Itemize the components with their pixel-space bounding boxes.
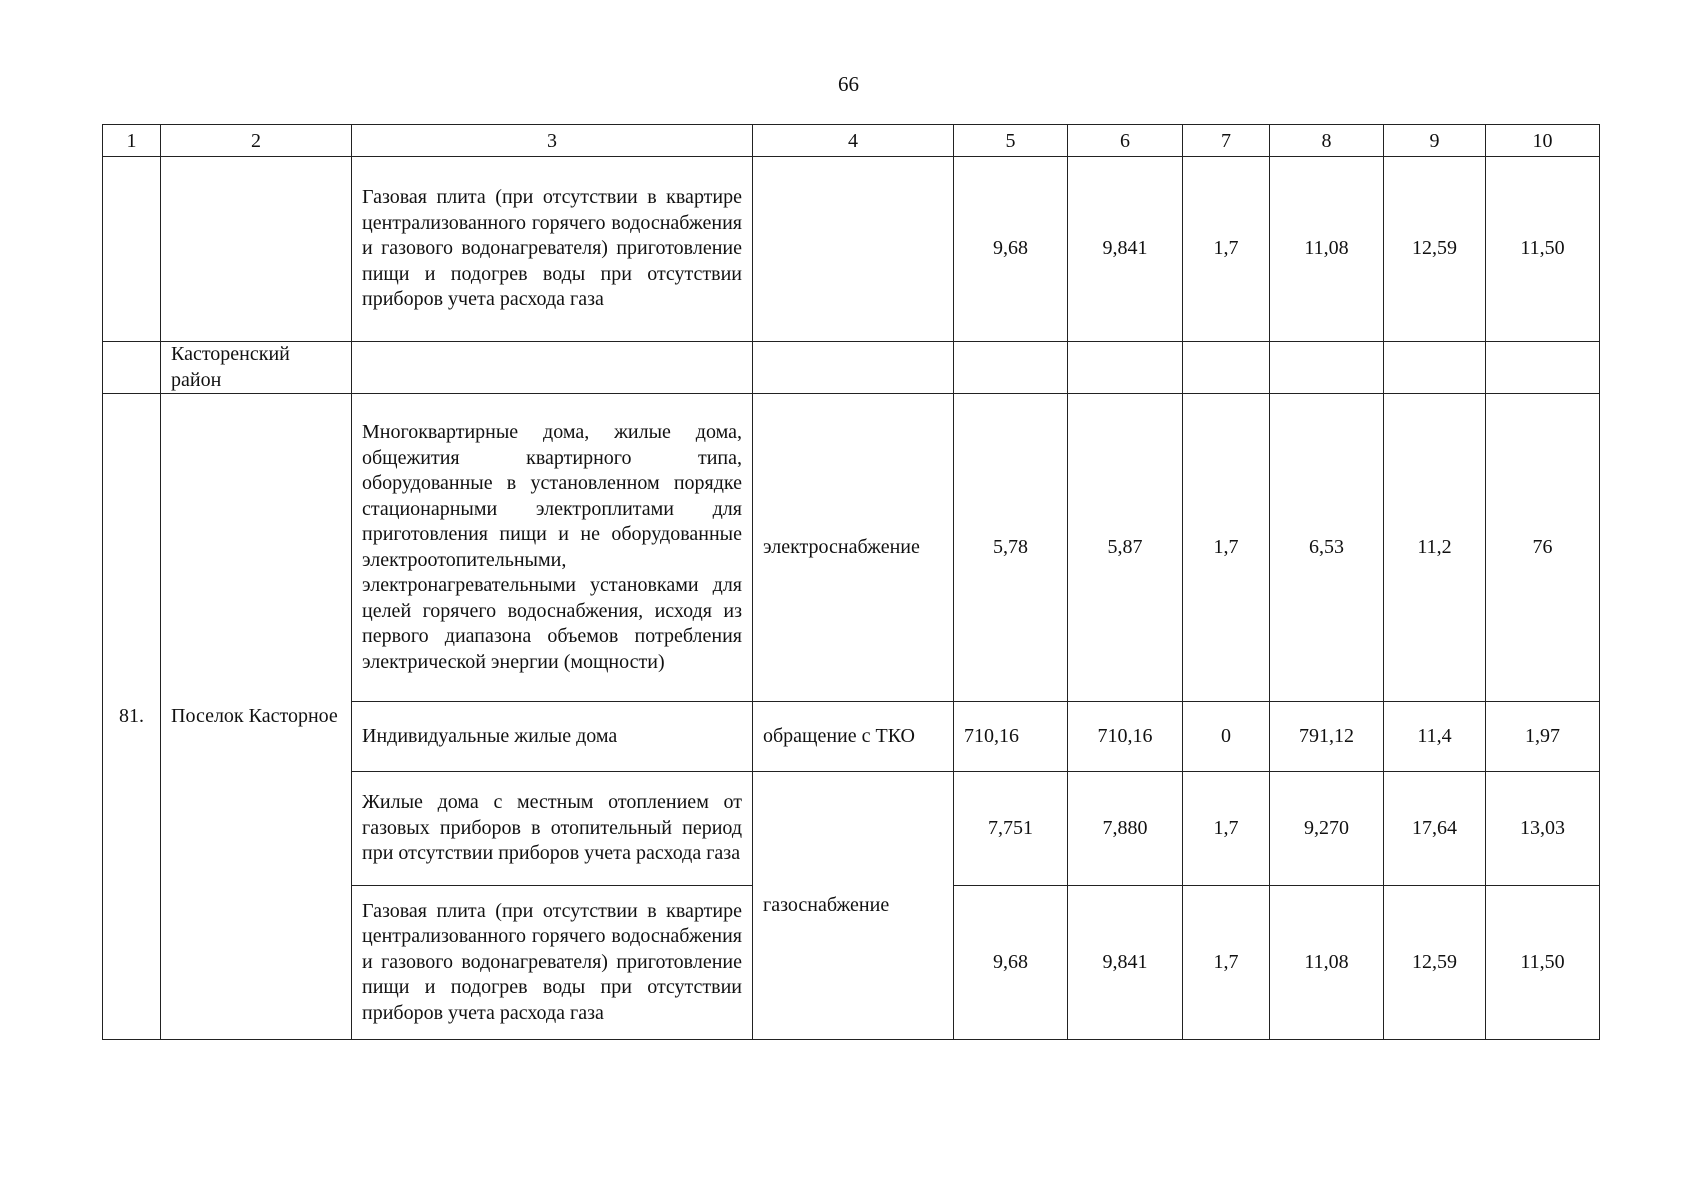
district-name-cell: Касторенский район	[161, 342, 352, 394]
value-cell: 1,7	[1183, 886, 1270, 1040]
value-cell: 11,2	[1384, 394, 1486, 702]
row-number-cell: 81.	[103, 394, 161, 1040]
empty-cell	[1270, 342, 1384, 394]
description-cell: Индивидуальные жилые дома	[352, 702, 753, 772]
value-cell: 6,53	[1270, 394, 1384, 702]
value-cell: 11,08	[1270, 886, 1384, 1040]
description-cell: Газовая плита (при отсутствии в квартире централизованного горячего водоснабжения и газового водонагревателя) приготовление пищи и подогрев воды при отсутствии приборов учета расхода газа	[352, 157, 753, 342]
value-cell: 12,59	[1384, 157, 1486, 342]
service-cell	[753, 157, 954, 342]
header-cell: 1	[103, 125, 161, 157]
value-cell: 11,50	[1486, 886, 1600, 1040]
service-cell: обращение с ТКО	[753, 702, 954, 772]
value-cell: 791,12	[1270, 702, 1384, 772]
empty-cell	[1384, 342, 1486, 394]
value-cell: 1,7	[1183, 772, 1270, 886]
district-row	[103, 342, 1600, 394]
value-cell: 12,59	[1384, 886, 1486, 1040]
value-cell: 710,16	[954, 702, 1068, 772]
value-cell: 13,03	[1486, 772, 1600, 886]
value-cell: 11,4	[1384, 702, 1486, 772]
description-cell: Газовая плита (при отсутствии в квартире централизованного горячего водоснабжения и газового водонагревателя) приготовление пищи и подогрев воды при отсутствии приборов учета расхода газа	[352, 886, 753, 1040]
empty-cell	[753, 342, 954, 394]
header-cell: 8	[1270, 125, 1384, 157]
value-cell: 7,751	[954, 772, 1068, 886]
service-cell: электроснабжение	[753, 394, 954, 702]
empty-cell	[1068, 342, 1183, 394]
service-cell: газоснабжение	[753, 772, 954, 1040]
empty-cell	[954, 342, 1068, 394]
empty-cell	[1183, 342, 1270, 394]
value-cell: 1,7	[1183, 157, 1270, 342]
value-cell: 9,68	[954, 886, 1068, 1040]
row-number-cell	[103, 157, 161, 342]
description-cell: Многоквартирные дома, жилые дома, общежития квартирного типа, оборудованные в установленном порядке стационарными электроплитами для приготовления пищи и не оборудованные электроотопительными, электронагревательными установками для целей горячего водоснабжения, исходя из первого диапазона объемов потребления электрической энергии (мощности)	[352, 394, 753, 702]
value-cell: 5,78	[954, 394, 1068, 702]
value-cell: 76	[1486, 394, 1600, 702]
header-cell: 5	[954, 125, 1068, 157]
value-cell: 9,270	[1270, 772, 1384, 886]
value-cell: 9,68	[954, 157, 1068, 342]
value-cell: 1,7	[1183, 394, 1270, 702]
value-cell: 9,841	[1068, 886, 1183, 1040]
header-cell: 4	[753, 125, 954, 157]
empty-cell	[352, 342, 753, 394]
settlement-cell: Поселок Касторное	[161, 394, 352, 1040]
value-cell: 9,841	[1068, 157, 1183, 342]
table-row	[103, 394, 1600, 702]
header-cell: 7	[1183, 125, 1270, 157]
value-cell: 710,16	[1068, 702, 1183, 772]
value-cell: 17,64	[1384, 772, 1486, 886]
header-cell: 2	[161, 125, 352, 157]
value-cell: 5,87	[1068, 394, 1183, 702]
settlement-cell	[161, 157, 352, 342]
tariff-table	[102, 124, 1600, 1040]
value-cell: 0	[1183, 702, 1270, 772]
value-cell: 11,50	[1486, 157, 1600, 342]
row-number-cell	[103, 342, 161, 394]
table-header-row	[103, 125, 1600, 157]
header-cell: 3	[352, 125, 753, 157]
description-cell: Жилые дома с местным отоплением от газовых приборов в отопительный период при отсутствии приборов учета расхода газа	[352, 772, 753, 886]
value-cell: 7,880	[1068, 772, 1183, 886]
empty-cell	[1486, 342, 1600, 394]
page-number: 66	[838, 72, 859, 96]
header-cell: 6	[1068, 125, 1183, 157]
table-row	[103, 157, 1600, 342]
value-cell: 1,97	[1486, 702, 1600, 772]
header-cell: 9	[1384, 125, 1486, 157]
value-cell: 11,08	[1270, 157, 1384, 342]
header-cell: 10	[1486, 125, 1600, 157]
